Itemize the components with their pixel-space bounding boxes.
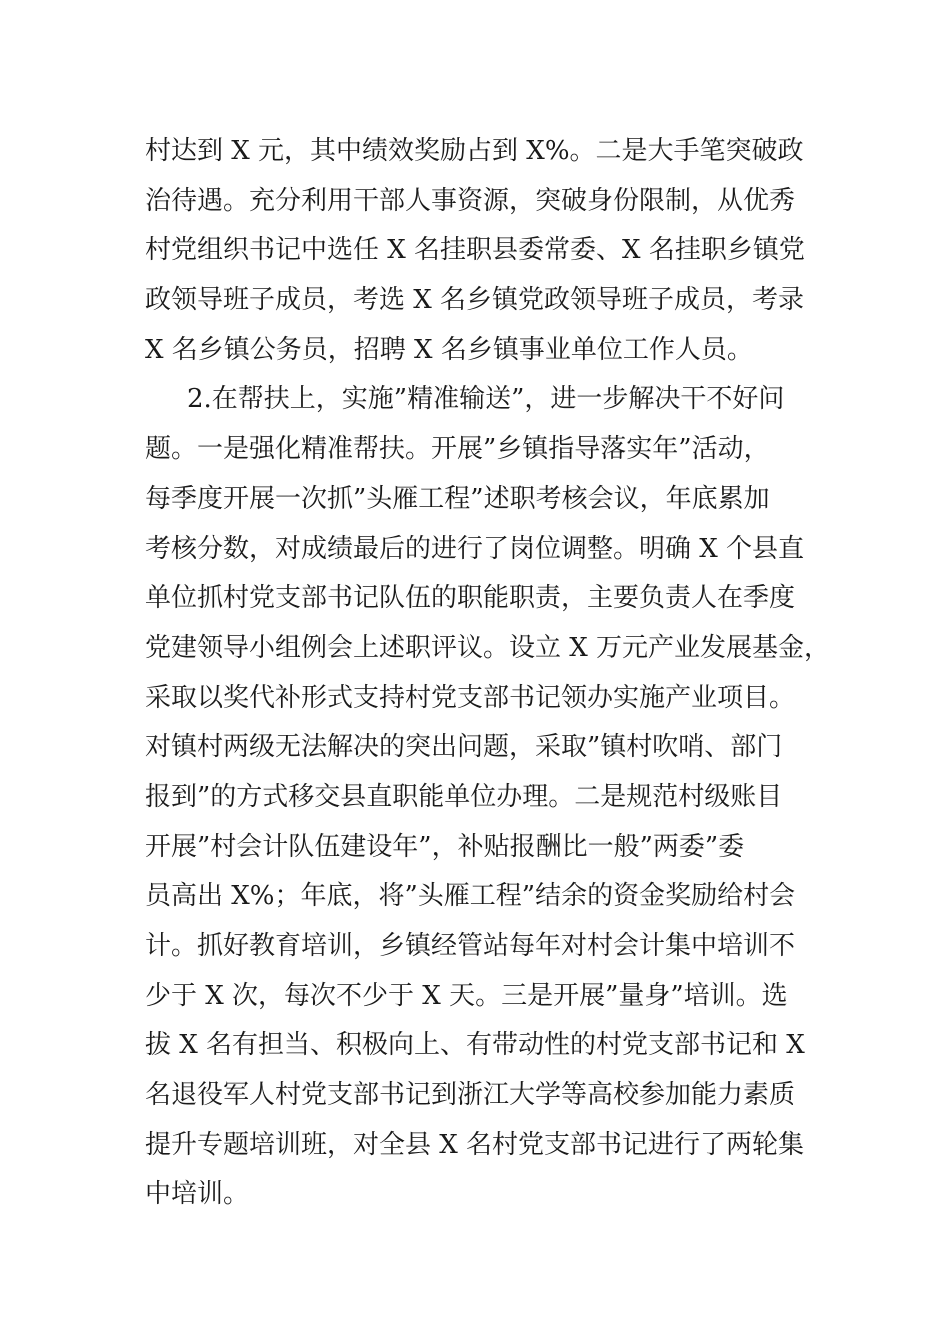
text-line: 考核分数，对成绩最后的进行了岗位调整。明确 X 个县直	[145, 533, 805, 564]
text-line: 计。抓好教育培训，乡镇经管站每年对村会计集中培训不	[145, 931, 796, 961]
text-line: 提升专题培训班，对全县 X 名村党支部书记进行了两轮集	[145, 1129, 805, 1160]
text-line: 拔 X 名有担当、积极向上、有带动性的村党支部书记和 X	[145, 1030, 805, 1061]
text-line: 治待遇。充分利用干部人事资源，突破身份限制，从优秀	[145, 185, 796, 216]
text-line: 对镇村两级无法解决的突出问题，采取”镇村吹哨、部门	[145, 732, 783, 763]
text-line: 村党组织书记中选任 X 名挂职县委常委、X 名挂职乡镇党	[145, 235, 805, 266]
text-line: 中培训。	[145, 1179, 250, 1210]
text-line: 少于 X 次，每次不少于 X 天。三是开展”量身”培训。选	[145, 980, 788, 1011]
text-line: 党建领导小组例会上述职评议。设立 X 万元产业发展基金，	[145, 632, 831, 663]
text-line: 政领导班子成员，考选 X 名乡镇党政领导班子成员，考录	[145, 285, 805, 316]
document-body	[145, 127, 831, 1220]
text-line: 每季度开展一次抓”头雁工程”述职考核会议，年底累加	[145, 483, 770, 514]
text-line: X 名乡镇公务员，招聘 X 名乡镇事业单位工作人员。	[145, 334, 753, 365]
text-line: 采取以奖代补形式支持村党支部书记领办实施产业项目。	[145, 682, 796, 713]
text-line: 报到”的方式移交县直职能单位办理。二是规范村级账目	[145, 781, 783, 812]
text-line: 单位抓村党支部书记队伍的职能职责，主要负责人在季度	[145, 583, 796, 614]
section-heading-line: 2.在帮扶上，实施”精准输送”，进一步解决干不好问	[187, 384, 785, 415]
text-line: 村达到 X 元，其中绩效奖励占到 X%。二是大手笔突破政	[145, 136, 804, 166]
text-line: 开展”村会计队伍建设年”，补贴报酬比一般”两委”委	[145, 831, 745, 862]
text-line: 名退役军人村党支部书记到浙江大学等高校参加能力素质	[145, 1080, 796, 1111]
text-line: 题。一是强化精准帮扶。开展”乡镇指导落实年”活动，	[145, 434, 770, 465]
text-line: 员高出 X%；年底，将”头雁工程”结余的资金奖励给村会	[145, 881, 796, 912]
